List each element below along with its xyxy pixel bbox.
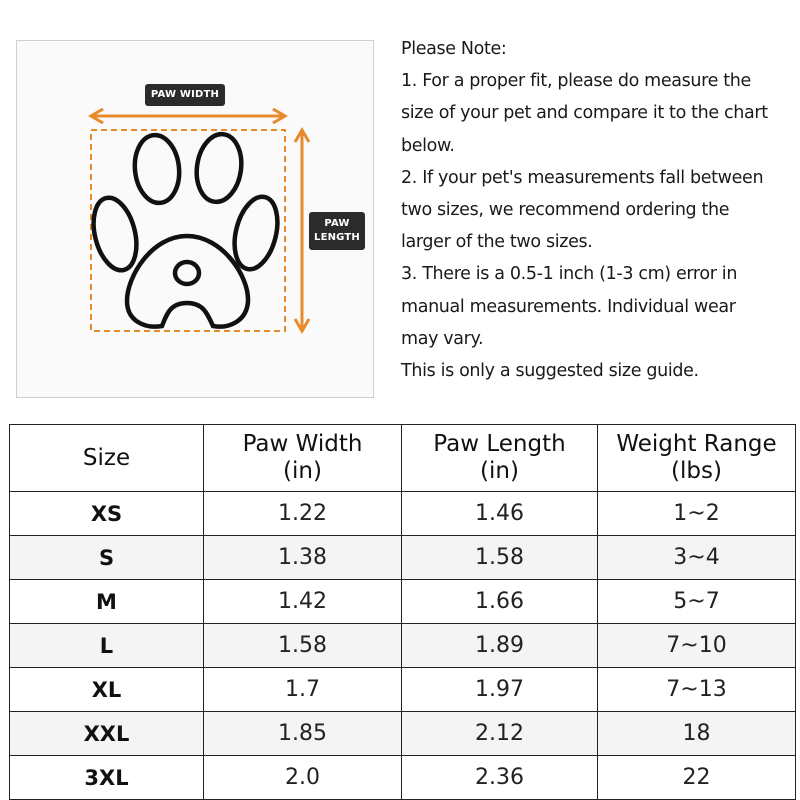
size-cell: XS [10,492,204,536]
paw-length-label: PAW LENGTH [309,212,365,250]
paw-width-label: PAW WIDTH [145,84,225,106]
note-line: larger of the two sizes. [401,232,593,253]
paw-width-cell: 1.42 [204,580,402,624]
note-line: may vary. [401,328,484,349]
paw-width-cell: 1.22 [204,492,402,536]
note-line: below. [401,135,455,156]
note-line: two sizes, we recommend ordering the [401,200,730,221]
note-line: 1. For a proper fit, please do measure the [401,71,751,92]
weight-cell: 7~13 [598,668,796,712]
weight-cell: 7~10 [598,624,796,668]
size-cell: M [10,580,204,624]
size-cell: XL [10,668,204,712]
paw-length-cell: 1.58 [402,536,598,580]
paw-length-cell: 1.97 [402,668,598,712]
weight-cell: 18 [598,712,796,756]
header-paw-width: Paw Width (in) [204,425,402,492]
paw-length-cell: 1.66 [402,580,598,624]
table-row [10,668,796,712]
size-cell: 3XL [10,756,204,800]
paw-width-cell: 1.38 [204,536,402,580]
note-line: size of your pet and compare it to the chart [401,103,768,124]
note-line: manual measurements. Individual wear [401,296,736,317]
weight-cell: 22 [598,756,796,800]
header-size: Size [10,425,204,492]
paw-width-cell: 2.0 [204,756,402,800]
table-row [10,536,796,580]
note-line: This is only a suggested size guide. [401,361,699,382]
header-weight-range: Weight Range (lbs) [598,425,796,492]
note-line: 3. There is a 0.5-1 inch (1-3 cm) error in [401,264,738,285]
paw-length-cell: 1.46 [402,492,598,536]
weight-cell: 1~2 [598,492,796,536]
note-line: 2. If your pet's measurements fall between [401,167,764,188]
paw-width-cell: 1.58 [204,624,402,668]
paw-measurement-diagram [16,40,374,398]
paw-width-cell: 1.85 [204,712,402,756]
size-cell: XXL [10,712,204,756]
table-row [10,492,796,536]
header-paw-length: Paw Length (in) [402,425,598,492]
size-chart-table [9,424,796,800]
weight-cell: 5~7 [598,580,796,624]
size-cell: S [10,536,204,580]
paw-width-cell: 1.7 [204,668,402,712]
table-row [10,756,796,800]
table-row [10,624,796,668]
paw-length-cell: 2.12 [402,712,598,756]
paw-length-cell: 1.89 [402,624,598,668]
paw-length-cell: 2.36 [402,756,598,800]
size-note [401,33,797,387]
table-row [10,712,796,756]
weight-cell: 3~4 [598,536,796,580]
table-header-row [10,425,796,492]
size-cell: L [10,624,204,668]
note-line: Please Note: [401,39,507,59]
table-row [10,580,796,624]
